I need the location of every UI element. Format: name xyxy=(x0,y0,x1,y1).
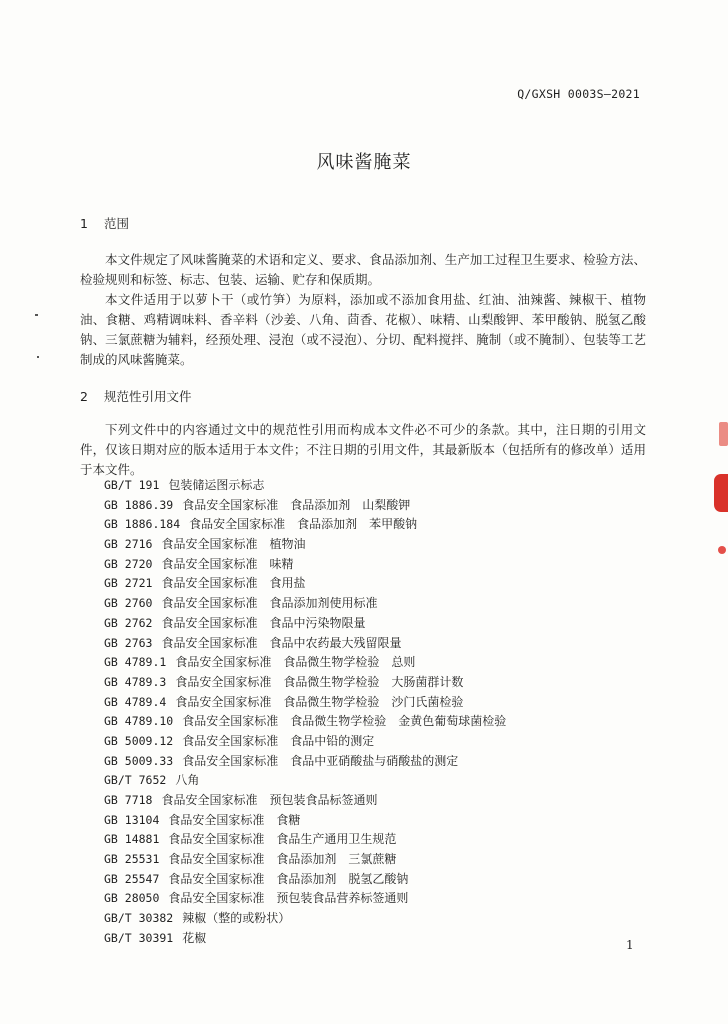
reference-code: GB 2716 xyxy=(104,537,153,552)
reference-item xyxy=(104,811,506,831)
reference-title: 食品安全国家标准 食品中农药最大残留限量 xyxy=(161,635,402,650)
reference-title: 食品安全国家标准 食品微生物学检验 沙门氏菌检验 xyxy=(175,694,464,709)
reference-item xyxy=(104,653,506,673)
reference-title: 八角 xyxy=(175,773,200,788)
reference-item xyxy=(104,634,506,654)
reference-item xyxy=(104,909,506,929)
reference-code: GB 2762 xyxy=(104,615,153,630)
reference-code: GB/T 7652 xyxy=(104,773,167,788)
reference-item xyxy=(104,830,506,850)
reference-item xyxy=(104,752,506,772)
reference-title: 食品安全国家标准 食品中亚硝酸盐与硝酸盐的测定 xyxy=(182,753,459,768)
standard-code: Q/GXSH 0003S—2021 xyxy=(517,87,640,101)
reference-code: GB 5009.12 xyxy=(104,733,174,748)
reference-item xyxy=(104,614,506,634)
reference-item xyxy=(104,870,506,890)
reference-item xyxy=(104,929,506,949)
reference-title: 食品安全国家标准 食用盐 xyxy=(161,576,306,591)
reference-title: 辣椒（整的或粉状） xyxy=(182,911,291,926)
reference-item xyxy=(104,574,506,594)
reference-code: GB 1886.184 xyxy=(104,517,181,532)
section-2-heading xyxy=(80,387,192,405)
reference-list xyxy=(104,476,506,949)
reference-title: 食品安全国家标准 味精 xyxy=(161,556,294,571)
reference-title: 食品安全国家标准 食品微生物学检验 金黄色葡萄球菌检验 xyxy=(182,714,507,729)
section-title: 范围 xyxy=(103,216,129,231)
reference-code: GB/T 30382 xyxy=(104,911,174,926)
reference-title: 食品安全国家标准 食糖 xyxy=(168,812,301,827)
reference-item xyxy=(104,476,506,496)
reference-code: GB 14881 xyxy=(104,832,160,847)
reference-code: GB 7718 xyxy=(104,793,153,807)
reference-title: 包装储运图示标志 xyxy=(168,478,265,492)
reference-code: GB 2760 xyxy=(104,596,153,611)
reference-title: 食品安全国家标准 食品添加剂 苯甲酸钠 xyxy=(189,517,418,532)
reference-code: GB 1886.39 xyxy=(104,497,174,512)
references-intro: 下列文件中的内容通过文中的规范性引用而构成本文件必不可少的条款。其中，注日期的引用文件，仅该日期对应的版本适用于本文件；不注日期的引用文件，其最新版本（包括所有的修改单）适用于本文件。 xyxy=(80,422,646,477)
reference-code: GB 4789.1 xyxy=(104,655,167,670)
reference-title: 食品安全国家标准 预包装食品标签通则 xyxy=(161,793,378,807)
reference-code: GB 25531 xyxy=(104,852,160,867)
section-number: 2 xyxy=(80,389,88,404)
reference-code: GB 25547 xyxy=(104,871,160,886)
reference-item xyxy=(104,673,506,693)
scope-paragraph-2: 本文件适用于以萝卜干（或竹笋）为原料，添加或不添加食用盐、红油、油辣酱、辣椒干、植物油、食糖、鸡精调味料、香辛料（沙姜、八角、茴香、花椒）、味精、山梨酸钾、苯甲酸钠、脱氢乙酸钠、三氯蔗糖为辅料，经预处理、浸泡（或不浸泡）、分切、配料搅拌、腌制（或不腌制）、包装等工艺制成的风味酱腌菜。 xyxy=(80,292,646,367)
reference-title: 食品安全国家标准 食品中铅的测定 xyxy=(182,733,375,748)
reference-code: GB 4789.10 xyxy=(104,714,174,729)
reference-item xyxy=(104,889,506,909)
reference-item xyxy=(104,594,506,614)
reference-title: 食品安全国家标准 食品添加剂 脱氢乙酸钠 xyxy=(168,871,409,886)
reference-title: 食品安全国家标准 食品添加剂使用标准 xyxy=(161,596,378,611)
scope-paragraph-1: 本文件规定了风味酱腌菜的术语和定义、要求、食品添加剂、生产加工过程卫生要求、检验方法、检验规则和标签、标志、包装、运输、贮存和保质期。 xyxy=(80,252,646,287)
reference-title: 食品安全国家标准 食品添加剂 三氯蔗糖 xyxy=(168,852,397,867)
section-1-heading xyxy=(80,214,129,232)
reference-code: GB 4789.4 xyxy=(104,694,167,709)
reference-code: GB 13104 xyxy=(104,812,160,827)
reference-item xyxy=(104,535,506,555)
stamp-fragment xyxy=(714,474,728,512)
reference-item xyxy=(104,496,506,516)
stamp-fragment xyxy=(718,546,726,554)
reference-code: GB/T 30391 xyxy=(104,930,174,945)
reference-item xyxy=(104,693,506,713)
reference-item xyxy=(104,850,506,870)
reference-code: GB 4789.3 xyxy=(104,674,167,689)
reference-item xyxy=(104,791,506,811)
section-number: 1 xyxy=(80,216,88,231)
reference-title: 花椒 xyxy=(182,930,207,945)
reference-code: GB 2763 xyxy=(104,635,153,650)
page-number: 1 xyxy=(626,938,634,952)
reference-code: GB 2721 xyxy=(104,576,153,591)
reference-item xyxy=(104,712,506,732)
scan-speck xyxy=(35,314,38,316)
reference-code: GB 2720 xyxy=(104,556,153,571)
reference-title: 食品安全国家标准 食品中污染物限量 xyxy=(161,615,366,630)
reference-code: GB 5009.33 xyxy=(104,753,174,768)
reference-title: 食品安全国家标准 食品微生物学检验 大肠菌群计数 xyxy=(175,674,464,689)
reference-title: 食品安全国家标准 植物油 xyxy=(161,537,306,552)
reference-title: 食品安全国家标准 食品生产通用卫生规范 xyxy=(168,832,397,847)
stamp-fragment xyxy=(719,422,728,446)
reference-title: 食品安全国家标准 食品添加剂 山梨酸钾 xyxy=(182,497,411,512)
reference-item xyxy=(104,515,506,535)
reference-item xyxy=(104,732,506,752)
document-title: 风味酱腌菜 xyxy=(316,152,412,173)
reference-title: 食品安全国家标准 食品微生物学检验 总则 xyxy=(175,655,416,670)
reference-code: GB/T 191 xyxy=(104,478,160,492)
reference-item xyxy=(104,555,506,575)
reference-title: 食品安全国家标准 预包装食品营养标签通则 xyxy=(168,891,409,906)
reference-item xyxy=(104,771,506,791)
scan-speck xyxy=(37,356,39,358)
reference-code: GB 28050 xyxy=(104,891,160,906)
section-title: 规范性引用文件 xyxy=(103,389,192,404)
